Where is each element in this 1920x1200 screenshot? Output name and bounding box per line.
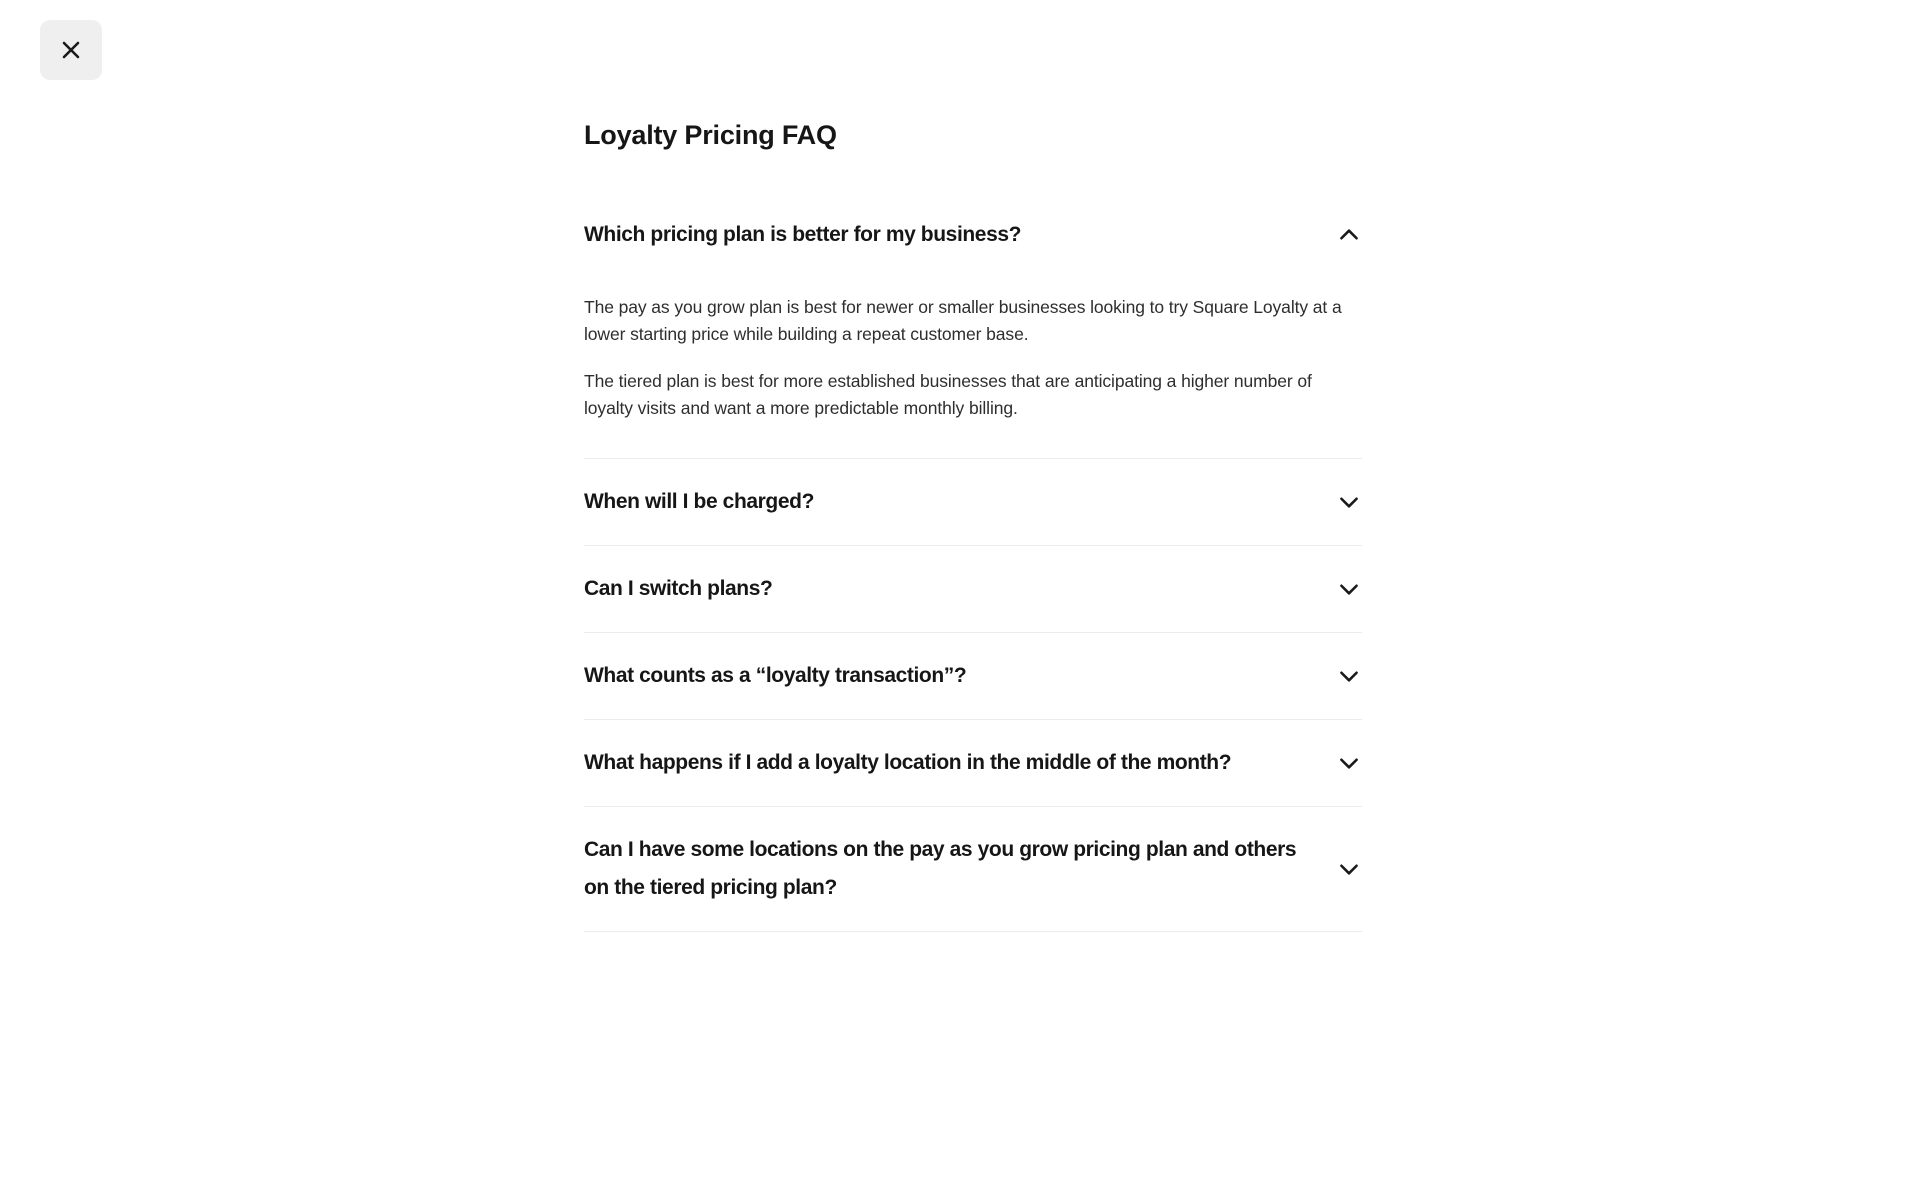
- chevron-down-icon: [1336, 750, 1362, 776]
- faq-question-loyalty-transaction[interactable]: [584, 633, 1362, 719]
- faq-question-label: Can I have some locations on the pay as you grow pricing plan and others on the tiered pricing plan?: [584, 838, 1297, 899]
- faq-question-label: What happens if I add a loyalty location in the middle of the month?: [584, 751, 1232, 774]
- faq-question-switch-plans[interactable]: [584, 546, 1362, 632]
- faq-accordion: [584, 192, 1362, 932]
- faq-item-switch-plans: [584, 546, 1362, 633]
- faq-answer-paragraph: The tiered plan is best for more established businesses that are anticipating a higher number of loyalty visits and want a more predictable monthly billing.: [584, 371, 1312, 418]
- faq-item-mixed-plans: [584, 807, 1362, 932]
- close-button[interactable]: [40, 20, 102, 80]
- chevron-up-icon: [1336, 222, 1362, 248]
- faq-question-pricing-plan[interactable]: [584, 192, 1362, 278]
- faq-item-add-location: [584, 720, 1362, 807]
- faq-item-loyalty-transaction: [584, 633, 1362, 720]
- faq-question-label: What counts as a “loyalty transaction”?: [584, 664, 967, 687]
- faq-question-label: When will I be charged?: [584, 490, 814, 513]
- chevron-down-icon: [1336, 489, 1362, 515]
- chevron-down-icon: [1336, 663, 1362, 689]
- page-title: Loyalty Pricing FAQ: [584, 120, 837, 150]
- faq-question-label: Can I switch plans?: [584, 577, 773, 600]
- faq-question-mixed-plans[interactable]: [584, 807, 1362, 931]
- close-icon: [60, 39, 82, 61]
- faq-answer: [584, 278, 1362, 458]
- faq-question-label: Which pricing plan is better for my business?: [584, 223, 1022, 246]
- faq-question-when-charged[interactable]: [584, 459, 1362, 545]
- chevron-down-icon: [1336, 856, 1362, 882]
- faq-panel: [584, 118, 1362, 932]
- chevron-down-icon: [1336, 576, 1362, 602]
- faq-item-when-charged: [584, 459, 1362, 546]
- faq-item-pricing-plan: [584, 192, 1362, 459]
- faq-answer-paragraph: The pay as you grow plan is best for newer or smaller businesses looking to try Square Loyalty at a lower starting price while building a repeat customer base.: [584, 297, 1342, 344]
- faq-question-add-location[interactable]: [584, 720, 1362, 806]
